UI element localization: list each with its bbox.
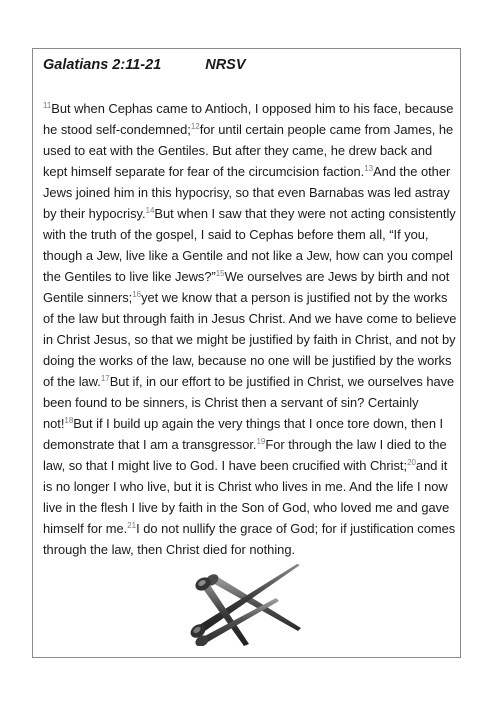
passage-heading bbox=[43, 57, 246, 73]
verse-number: 18 bbox=[64, 416, 74, 425]
verse-text: and it is no longer I who live, but it is Christ who lives in me. And the life I now live in the flesh I live by faith in the Son of God, who loved me and gave himself for me. bbox=[43, 458, 450, 536]
verse-number: 15 bbox=[215, 269, 225, 278]
verse-number: 12 bbox=[190, 122, 200, 131]
nail-shaft bbox=[188, 564, 300, 641]
verse-text: But when Cephas came to Antioch, I opposed him to his face, because he stood self-condemned; bbox=[43, 101, 454, 137]
verse-text: I do not nullify the grace of God; for if justification comes through the law, then Christ died for nothing. bbox=[43, 521, 456, 557]
verse-text: But when I saw that they were not acting consistently with the truth of the gospel, I said to Cephas before them all, “If you, though a Jew, live like a Gentile and not like a Jew, how can you compel the Gentiles to live like Jews?” bbox=[43, 206, 456, 284]
scripture-passage bbox=[43, 98, 459, 560]
verse-text: But if, in our effort to be justified in Christ, we ourselves have been found to be sinners, is Christ then a servant of sin? Certainly not! bbox=[43, 374, 455, 431]
verse-text: For through the law I died to the law, so that I might live to God. I have been crucified with Christ; bbox=[43, 437, 447, 473]
verse-text: for until certain people came from James, he used to eat with the Gentiles. But after they came, he drew back and kept himself separate for fear of the circumcision faction. bbox=[43, 122, 454, 179]
verse-number: 16 bbox=[132, 290, 142, 299]
document-page bbox=[32, 48, 461, 658]
verse-number: 14 bbox=[145, 206, 155, 215]
scripture-reference: Galatians 2:11-21 bbox=[43, 57, 162, 73]
verse-text: But if I build up again the very things that I once tore down, then I demonstrate that I am a transgressor. bbox=[43, 416, 444, 452]
verse-number: 20 bbox=[407, 458, 416, 467]
translation-version: NRSV bbox=[205, 57, 246, 73]
verse-text: yet we know that a person is justified not by the works of the law but through faith in Jesus Christ. And we have come to believe in Christ Jesus, so that we might be justified by faith in Christ, and not by doing the works of the law, because no one will be justified by the works of the law. bbox=[43, 290, 457, 389]
verse-number: 19 bbox=[256, 437, 266, 446]
verse-text: We ourselves are Jews by birth and not Gentile sinners; bbox=[43, 269, 450, 305]
verse-text: And the other Jews joined him in this hypocrisy, so that even Barnabas was led astray by their hypocrisy. bbox=[43, 164, 451, 221]
verse-number: 17 bbox=[100, 374, 110, 383]
verse-number: 21 bbox=[127, 521, 137, 530]
crossed-nails-icon bbox=[171, 564, 303, 646]
verse-number: 13 bbox=[364, 164, 374, 173]
verse-number: 11 bbox=[43, 101, 52, 110]
